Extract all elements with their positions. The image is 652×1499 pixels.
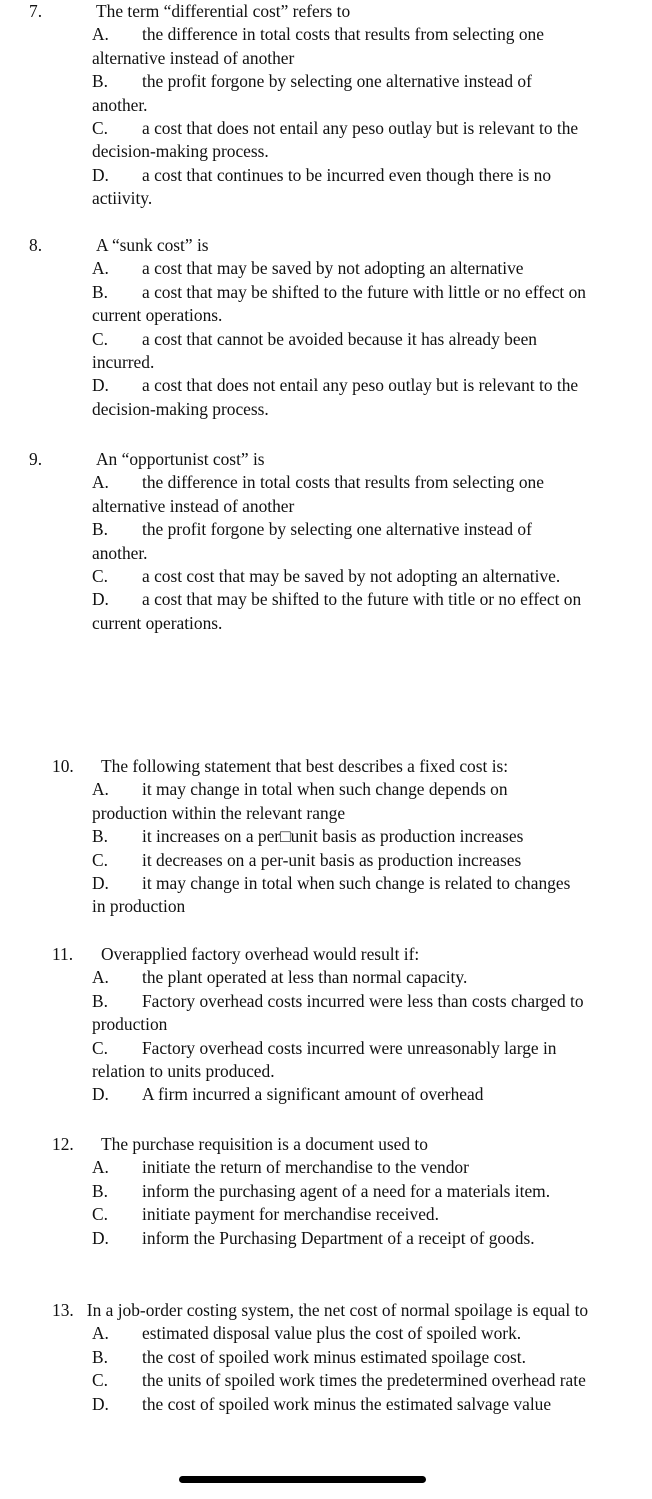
options-list <box>92 966 586 1106</box>
question-text: The term “differential cost” refers to <box>96 1 351 21</box>
options-list <box>92 1322 586 1416</box>
option-text: it may change in total when such change is related to changes in production <box>92 873 571 917</box>
option-text: a cost that continues to be incurred even though there is no actiivity. <box>92 164 552 209</box>
question-number: 7. <box>29 1 43 21</box>
option-text: Factory overhead costs incurred were less than costs charged to production <box>92 990 584 1035</box>
option-a <box>92 1156 586 1179</box>
option-d <box>92 1393 586 1416</box>
option-letter: D. <box>92 375 109 396</box>
option-d <box>92 1227 586 1250</box>
question-text: The following statement that best describes a fixed cost is: <box>101 756 509 776</box>
option-letter: D. <box>92 1084 109 1105</box>
question-9 <box>0 448 652 635</box>
option-c <box>92 328 586 375</box>
option-letter: A. <box>92 1157 109 1178</box>
option-c <box>92 565 586 588</box>
option-letter: B. <box>92 990 108 1011</box>
question-text: In a job-order costing system, the net cost of normal spoilage is equal to <box>86 1300 589 1320</box>
option-c <box>92 849 586 872</box>
option-d <box>92 164 586 211</box>
question-10 <box>0 755 652 919</box>
option-letter: C. <box>92 849 108 870</box>
option-d <box>92 872 586 919</box>
options-list <box>92 1156 586 1250</box>
option-d <box>92 1083 586 1106</box>
option-text: it decreases on a per-unit basis as production increases <box>142 849 522 870</box>
option-letter: B. <box>92 281 108 302</box>
question-stem <box>0 1299 652 1322</box>
option-letter: A. <box>92 1323 109 1344</box>
option-c <box>92 1369 586 1392</box>
option-text: Factory overhead costs incurred were unreasonably large in relation to units produced. <box>92 1037 557 1082</box>
option-letter: A. <box>92 472 109 493</box>
question-11 <box>0 943 652 1107</box>
question-number: 13. <box>52 1300 74 1320</box>
options-list <box>92 257 586 421</box>
option-a <box>92 1322 586 1345</box>
option-c <box>92 1203 586 1226</box>
question-text: Overapplied factory overhead would result if: <box>101 944 420 964</box>
option-letter: B. <box>92 1180 108 1201</box>
option-letter: B. <box>92 71 108 92</box>
option-a <box>92 23 586 70</box>
option-letter: C. <box>92 1204 108 1225</box>
options-list <box>92 778 586 918</box>
option-letter: D. <box>92 164 109 185</box>
option-letter: A. <box>92 967 109 988</box>
option-text: it increases on a per□unit basis as production increases <box>142 826 524 847</box>
option-d <box>92 588 586 635</box>
option-text: a cost that does not entail any peso outlay but is relevant to the decision-making process. <box>92 118 579 162</box>
option-b <box>92 518 586 565</box>
option-a <box>92 778 586 825</box>
question-stem <box>0 943 652 966</box>
option-text: the cost of spoiled work minus the estimated salvage value <box>142 1393 552 1414</box>
option-letter: C. <box>92 118 108 139</box>
option-c <box>92 1037 586 1084</box>
option-b <box>92 70 586 117</box>
question-stem <box>0 234 652 257</box>
option-letter: B. <box>92 826 108 847</box>
question-stem <box>0 755 652 778</box>
option-letter: C. <box>92 1037 108 1058</box>
question-stem <box>0 0 652 23</box>
option-a <box>92 471 586 518</box>
option-letter: B. <box>92 1346 108 1367</box>
option-text: initiate payment for merchandise received. <box>142 1204 439 1225</box>
option-text: a cost that may be shifted to the future with little or no effect on current operations. <box>92 281 586 326</box>
question-13 <box>0 1299 652 1416</box>
option-a <box>92 966 586 989</box>
option-letter: B. <box>92 519 108 540</box>
option-text: a cost that may be saved by not adopting an alternative <box>142 258 524 279</box>
option-text: inform the purchasing agent of a need for a materials item. <box>142 1180 551 1201</box>
question-8 <box>0 234 652 421</box>
option-text: the units of spoiled work times the predetermined overhead rate <box>142 1370 586 1391</box>
question-text: A “sunk cost” is <box>96 235 209 255</box>
home-indicator-bar[interactable] <box>179 1476 426 1483</box>
option-letter: A. <box>92 779 109 800</box>
option-letter: C. <box>92 328 108 349</box>
option-text: estimated disposal value plus the cost of spoiled work. <box>142 1323 522 1344</box>
options-list <box>92 471 586 635</box>
option-text: initiate the return of merchandise to the vendor <box>142 1157 469 1178</box>
option-text: a cost that does not entail any peso outlay but is relevant to the decision-making process. <box>92 375 579 419</box>
option-letter: D. <box>92 873 109 894</box>
option-letter: D. <box>92 589 109 610</box>
option-text: the difference in total costs that results from selecting one alternative instead of another <box>92 24 544 68</box>
question-text: An “opportunist cost” is <box>96 449 265 469</box>
question-number: 11. <box>52 944 74 964</box>
option-a <box>92 257 586 280</box>
option-text: the cost of spoiled work minus estimated spoilage cost. <box>142 1346 526 1367</box>
question-number: 10. <box>52 756 74 776</box>
option-text: A firm incurred a significant amount of overhead <box>142 1084 484 1105</box>
option-b <box>92 990 586 1037</box>
question-number: 9. <box>29 449 43 469</box>
option-text: the difference in total costs that results from selecting one alternative instead of another <box>92 472 544 516</box>
question-text: The purchase requisition is a document used to <box>101 1134 428 1154</box>
question-stem <box>0 1133 652 1156</box>
option-letter: D. <box>92 1227 109 1248</box>
option-letter: D. <box>92 1393 109 1414</box>
question-7 <box>0 0 652 211</box>
option-b <box>92 1346 586 1369</box>
options-list <box>92 23 586 210</box>
option-text: the profit forgone by selecting one alternative instead of another. <box>92 71 532 115</box>
option-text: it may change in total when such change depends on production within the relevant range <box>92 779 508 823</box>
option-text: inform the Purchasing Department of a receipt of goods. <box>142 1227 535 1248</box>
option-text: a cost that may be shifted to the future with title or no effect on current operations. <box>92 589 582 633</box>
question-number: 12. <box>52 1134 74 1154</box>
option-b <box>92 281 586 328</box>
option-letter: A. <box>92 258 109 279</box>
question-number: 8. <box>29 235 43 255</box>
option-b <box>92 825 586 848</box>
option-b <box>92 1180 586 1203</box>
question-stem <box>0 448 652 471</box>
option-text: a cost cost that may be saved by not adopting an alternative. <box>142 566 561 587</box>
option-letter: C. <box>92 1370 108 1391</box>
option-letter: A. <box>92 24 109 45</box>
option-text: the profit forgone by selecting one alternative instead of another. <box>92 519 532 563</box>
question-12 <box>0 1133 652 1250</box>
option-letter: C. <box>92 566 108 587</box>
option-text: a cost that cannot be avoided because it has already been incurred. <box>92 328 537 373</box>
option-d <box>92 374 586 421</box>
option-text: the plant operated at less than normal capacity. <box>142 967 468 988</box>
option-c <box>92 117 586 164</box>
